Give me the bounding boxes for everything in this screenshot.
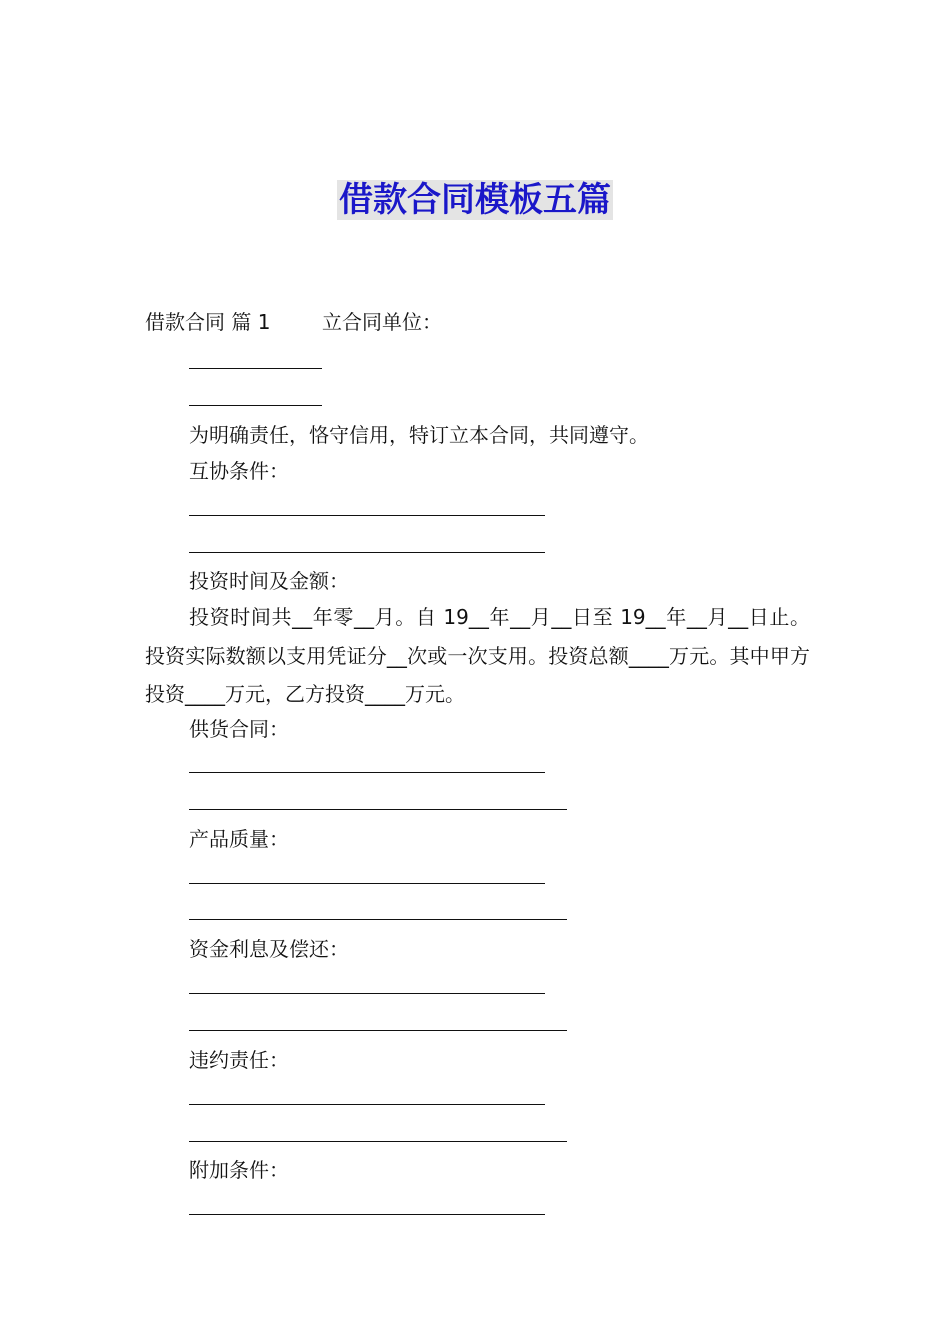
blank-line-cooperation-1 — [189, 515, 545, 516]
blank-line-additional-1 — [189, 1214, 545, 1215]
section-cooperation: 互协条件： — [189, 459, 289, 483]
section-additional: 附加条件： — [189, 1158, 289, 1182]
blank-line-breach-1 — [189, 1104, 545, 1105]
blank-line-interest-2 — [189, 1030, 567, 1031]
section-interest: 资金利息及偿还： — [189, 937, 349, 961]
section-quality: 产品质量： — [189, 827, 289, 851]
blank-line-party-a — [189, 368, 322, 369]
document-title-text: 借款合同模板五篇 — [339, 180, 611, 220]
blank-line-interest-1 — [189, 993, 545, 994]
blank-line-supply-2 — [189, 809, 567, 810]
blank-line-cooperation-2 — [189, 552, 545, 553]
blank-line-supply-1 — [189, 772, 545, 773]
blank-line-quality-2 — [189, 919, 567, 920]
section-breach: 违约责任： — [189, 1048, 289, 1072]
blank-line-party-b — [189, 405, 322, 406]
blank-line-quality-1 — [189, 883, 545, 884]
blank-line-breach-2 — [189, 1141, 567, 1142]
intro-text: 为明确责任，恪守信用，特订立本合同，共同遵守。 — [189, 423, 649, 447]
document-title — [0, 174, 950, 226]
section-supply: 供货合同： — [189, 717, 289, 741]
article-heading: 借款合同 篇 1 — [145, 310, 271, 334]
investment-paragraph: 投资时间共__年零__月。自 19__年__月__日至 19__年__月__日止。投资实际数额以支用凭证分__次或一次支用。投资总额____万元。其中甲方投资____万元，乙方投资____万元。 — [145, 605, 810, 706]
section-investment-time: 投资时间及金额： — [189, 569, 349, 593]
contract-parties-label: 立合同单位： — [322, 310, 442, 334]
